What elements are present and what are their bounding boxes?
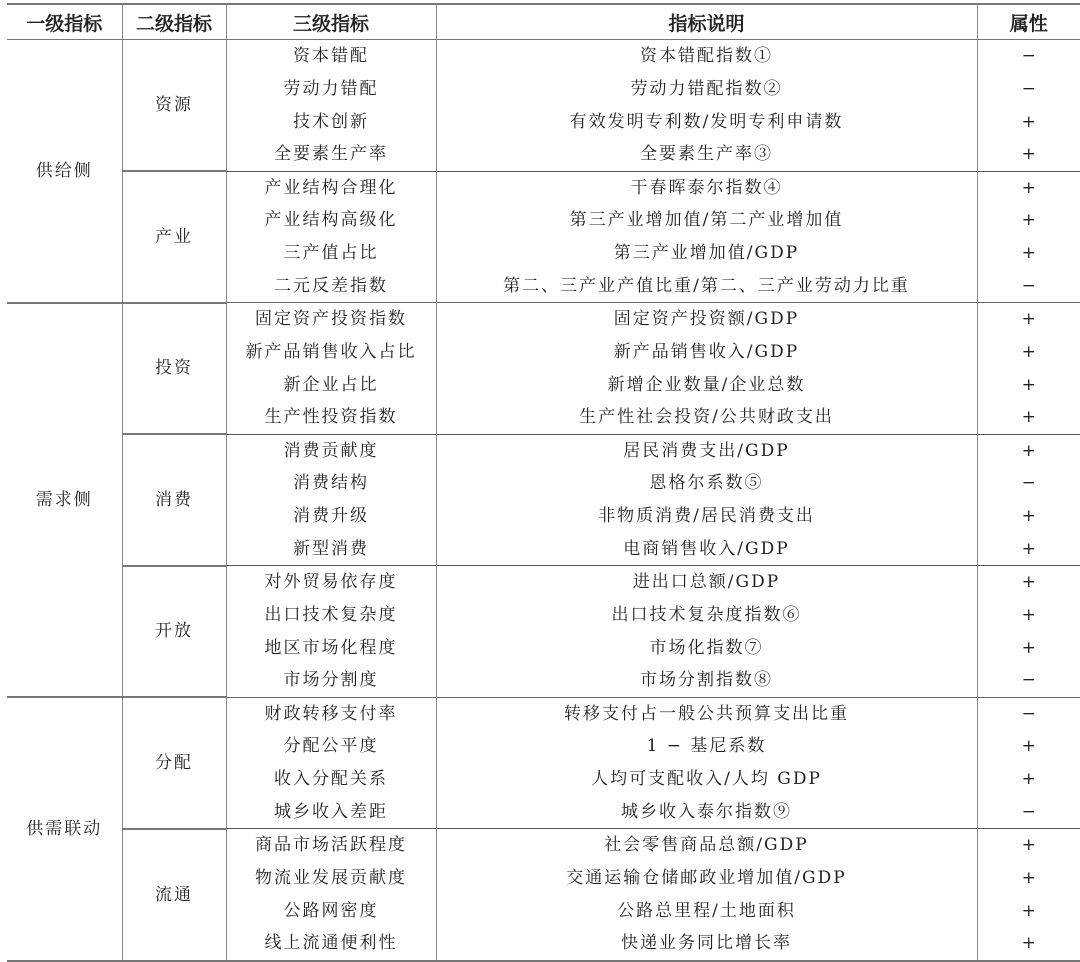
table-body	[7, 40, 1080, 961]
level3-cell: 财政转移支付率	[226, 697, 436, 730]
header-level3: 三级指标	[226, 4, 436, 40]
level3-cell: 对外贸易依存度	[226, 566, 436, 599]
attribute-cell: −	[977, 269, 1080, 302]
attribute-cell: +	[977, 599, 1080, 632]
level3-cell: 市场分割度	[226, 664, 436, 697]
level3-cell: 二元反差指数	[226, 269, 436, 302]
level3-cell: 消费贡献度	[226, 434, 436, 467]
level3-cell: 劳动力错配	[226, 73, 436, 106]
level3-cell: 线上流通便利性	[226, 927, 436, 961]
indicator-table	[7, 3, 1080, 962]
level2-cell: 投资	[122, 303, 226, 435]
level2-cell: 分配	[122, 697, 226, 829]
description-cell: 公路总里程/土地面积	[436, 894, 977, 927]
level3-cell: 产业结构合理化	[226, 171, 436, 204]
description-cell: 城乡收入泰尔指数⑨	[436, 795, 977, 828]
attribute-cell: +	[977, 171, 1080, 204]
description-cell: 资本错配指数①	[436, 40, 977, 73]
description-cell: 居民消费支出/GDP	[436, 434, 977, 467]
attribute-cell: +	[977, 894, 1080, 927]
level1-cell: 供给侧	[7, 40, 122, 303]
attribute-cell: +	[977, 105, 1080, 138]
header-description: 指标说明	[436, 4, 977, 40]
attribute-cell: +	[977, 763, 1080, 796]
attribute-cell: +	[977, 237, 1080, 270]
description-cell: 市场化指数⑦	[436, 631, 977, 664]
description-cell: 进出口总额/GDP	[436, 566, 977, 599]
header-level2: 二级指标	[122, 4, 226, 40]
description-cell: 恩格尔系数⑤	[436, 467, 977, 500]
attribute-cell: +	[977, 862, 1080, 895]
level3-cell: 新企业占比	[226, 368, 436, 401]
level2-cell: 开放	[122, 566, 226, 698]
attribute-cell: +	[977, 336, 1080, 369]
description-cell: 第二、三产业产值比重/第二、三产业劳动力比重	[436, 269, 977, 302]
level3-cell: 公路网密度	[226, 894, 436, 927]
description-cell: 有效发明专利数/发明专利申请数	[436, 105, 977, 138]
level3-cell: 生产性投资指数	[226, 401, 436, 434]
attribute-cell: +	[977, 500, 1080, 533]
description-cell: 人均可支配收入/人均 GDP	[436, 763, 977, 796]
level3-cell: 物流业发展贡献度	[226, 862, 436, 895]
description-cell: 全要素生产率③	[436, 138, 977, 171]
description-cell: 市场分割指数⑧	[436, 664, 977, 697]
description-cell: 电商销售收入/GDP	[436, 532, 977, 565]
attribute-cell: +	[977, 566, 1080, 599]
description-cell: 1 − 基尼系数	[436, 730, 977, 763]
attribute-cell: +	[977, 730, 1080, 763]
description-cell: 交通运输仓储邮政业增加值/GDP	[436, 862, 977, 895]
description-cell: 劳动力错配指数②	[436, 73, 977, 106]
attribute-cell: +	[977, 829, 1080, 862]
level3-cell: 消费升级	[226, 500, 436, 533]
attribute-cell: +	[977, 631, 1080, 664]
attribute-cell: +	[977, 927, 1080, 961]
attribute-cell: +	[977, 434, 1080, 467]
level1-cell: 需求侧	[7, 303, 122, 698]
level3-cell: 消费结构	[226, 467, 436, 500]
level3-cell: 出口技术复杂度	[226, 599, 436, 632]
header-row	[7, 4, 1080, 40]
level3-cell: 新型消费	[226, 532, 436, 565]
header-attribute: 属性	[977, 4, 1080, 40]
table-row	[7, 40, 1080, 73]
table-row	[7, 697, 1080, 730]
attribute-cell: +	[977, 303, 1080, 336]
level3-cell: 技术创新	[226, 105, 436, 138]
attribute-cell: +	[977, 401, 1080, 434]
table-row	[7, 434, 1080, 467]
level3-cell: 分配公平度	[226, 730, 436, 763]
level2-cell: 产业	[122, 171, 226, 303]
level1-cell: 供需联动	[7, 697, 122, 961]
description-cell: 非物质消费/居民消费支出	[436, 500, 977, 533]
table-row	[7, 303, 1080, 336]
attribute-cell: −	[977, 40, 1080, 73]
description-cell: 新增企业数量/企业总数	[436, 368, 977, 401]
description-cell: 新产品销售收入/GDP	[436, 336, 977, 369]
description-cell: 转移支付占一般公共预算支出比重	[436, 697, 977, 730]
table-row	[7, 829, 1080, 862]
header-level1: 一级指标	[7, 4, 122, 40]
level3-cell: 商品市场活跃程度	[226, 829, 436, 862]
description-cell: 第三产业增加值/GDP	[436, 237, 977, 270]
attribute-cell: −	[977, 467, 1080, 500]
description-cell: 固定资产投资额/GDP	[436, 303, 977, 336]
description-cell: 出口技术复杂度指数⑥	[436, 599, 977, 632]
attribute-cell: +	[977, 204, 1080, 237]
attribute-cell: +	[977, 532, 1080, 565]
level3-cell: 产业结构高级化	[226, 204, 436, 237]
description-cell: 社会零售商品总额/GDP	[436, 829, 977, 862]
level3-cell: 地区市场化程度	[226, 631, 436, 664]
table-row	[7, 171, 1080, 204]
description-cell: 生产性社会投资/公共财政支出	[436, 401, 977, 434]
attribute-cell: −	[977, 73, 1080, 106]
level3-cell: 全要素生产率	[226, 138, 436, 171]
level3-cell: 三产值占比	[226, 237, 436, 270]
level3-cell: 新产品销售收入占比	[226, 336, 436, 369]
level3-cell: 资本错配	[226, 40, 436, 73]
attribute-cell: −	[977, 795, 1080, 828]
attribute-cell: −	[977, 697, 1080, 730]
attribute-cell: +	[977, 368, 1080, 401]
table-row	[7, 566, 1080, 599]
level3-cell: 收入分配关系	[226, 763, 436, 796]
attribute-cell: +	[977, 138, 1080, 171]
description-cell: 第三产业增加值/第二产业增加值	[436, 204, 977, 237]
level2-cell: 消费	[122, 434, 226, 566]
level3-cell: 固定资产投资指数	[226, 303, 436, 336]
description-cell: 快递业务同比增长率	[436, 927, 977, 961]
level2-cell: 资源	[122, 40, 226, 172]
description-cell: 干春晖泰尔指数④	[436, 171, 977, 204]
level3-cell: 城乡收入差距	[226, 795, 436, 828]
level2-cell: 流通	[122, 829, 226, 961]
attribute-cell: −	[977, 664, 1080, 697]
